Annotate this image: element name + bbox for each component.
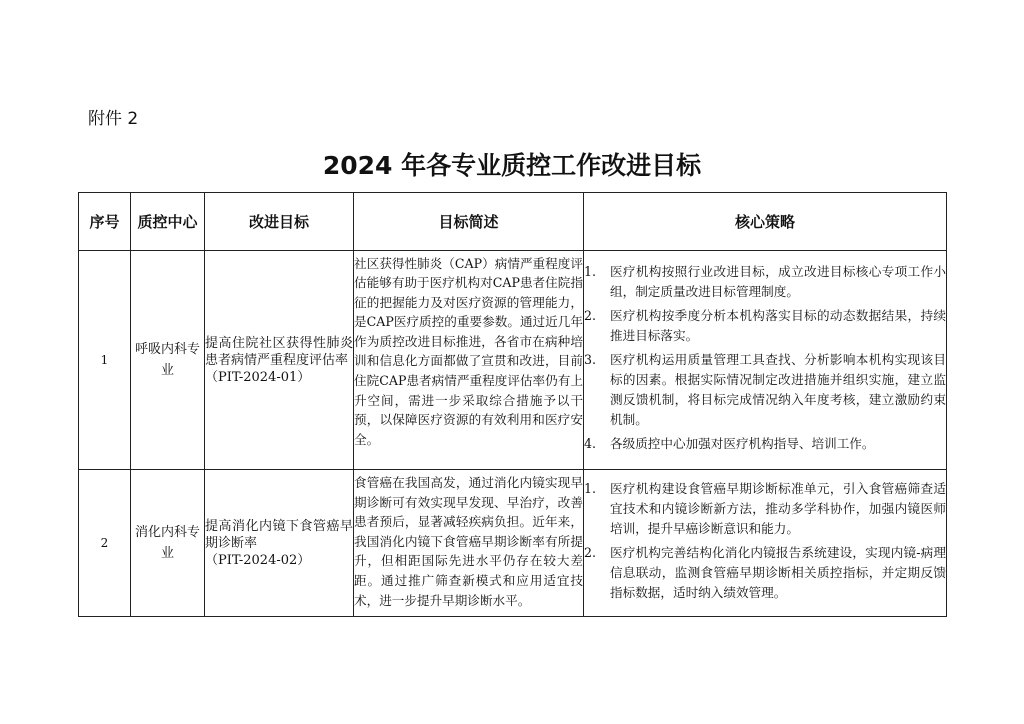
- strategy-number: 1.: [584, 481, 597, 496]
- strategy-number: 2.: [584, 545, 597, 560]
- quality-goals-table: [78, 192, 947, 617]
- row-goal: [205, 251, 354, 470]
- column-header-center: 质控中心: [131, 193, 205, 251]
- row-center: 呼吸内科专业: [131, 251, 205, 470]
- strategy-item: [584, 350, 946, 430]
- strategy-number: 3.: [584, 352, 597, 367]
- goal-code: （PIT-2024-01）: [205, 369, 311, 385]
- row-brief: [354, 470, 584, 617]
- strategy-list: [584, 262, 946, 454]
- row-strategy: [584, 470, 947, 617]
- table-row: [79, 470, 947, 617]
- strategy-number: 2.: [584, 308, 597, 323]
- column-header-goal: 改进目标: [205, 193, 354, 251]
- strategy-item: [584, 434, 946, 454]
- goal-code: （PIT-2024-02）: [205, 552, 311, 568]
- brief-text: 社区获得性肺炎（CAP）病情严重程度评估能够有助于医疗机构对CAP患者住院指征的把握能力及对医疗资源的管理能力，是CAP医疗质控的重要参数。通过近几年作为质控改进目标推进，各省市在病种培训和信息化方面都做了宣贯和改进，目前住院CAP患者病情严重程度评估率仍有上升空间，需进一步采取综合措施予以干预，以保障医疗资源的有效利用和医疗安全。: [354, 255, 583, 447]
- row-strategy: [584, 251, 947, 470]
- row-seq: 2: [79, 470, 131, 617]
- goal-text: 提高消化内镜下食管癌早期诊断率: [205, 518, 353, 551]
- strategy-item: [584, 262, 946, 302]
- row-seq: 1: [79, 251, 131, 470]
- goal-text: 提高住院社区获得性肺炎患者病情严重程度评估率: [205, 335, 353, 368]
- attachment-label: 附件 2: [88, 109, 139, 129]
- column-header-strategy: 核心策略: [584, 193, 947, 251]
- strategy-text: 医疗机构完善结构化消化内镜报告系统建设，实现内镜-病理信息联动，监测食管癌早期诊断相关质控指标，并定期反馈指标数据，适时纳入绩效管理。: [610, 545, 946, 600]
- strategy-list: [584, 479, 946, 603]
- row-center: 消化内科专业: [131, 470, 205, 617]
- strategy-text: 医疗机构建设食管癌早期诊断标准单元，引入食管癌筛查适宜技术和内镜诊断新方法，推动多学科协作，加强内镜医师培训，提升早癌诊断意识和能力。: [610, 481, 946, 536]
- column-header-brief: 目标简述: [354, 193, 584, 251]
- column-header-seq: 序号: [79, 193, 131, 251]
- table-header-row: [79, 193, 947, 251]
- brief-text: 食管癌在我国高发，通过消化内镜实现早期诊断可有效实现早发现、早治疗，改善患者预后，显著减轻疾病负担。近年来，我国消化内镜下食管癌早期诊断率有所提升，但相距国际先进水平仍存在较大差距。通过推广筛查新模式和应用适宜技术，进一步提升早期诊断水平。: [354, 475, 583, 608]
- strategy-text: 各级质控中心加强对医疗机构指导、培训工作。: [610, 436, 875, 451]
- strategy-text: 医疗机构按照行业改进目标，成立改进目标核心专项工作小组，制定质量改进目标管理制度。: [610, 264, 946, 299]
- strategy-number: 4.: [584, 436, 597, 451]
- strategy-item: [584, 479, 946, 539]
- strategy-number: 1.: [584, 264, 597, 279]
- strategy-text: 医疗机构运用质量管理工具查找、分析影响本机构实现该目标的因素。根据实际情况制定改进措施并组织实施，建立监测反馈机制，将目标完成情况纳入年度考核，建立激励约束机制。: [610, 352, 946, 427]
- strategy-item: [584, 543, 946, 603]
- table-row: [79, 251, 947, 470]
- row-brief: [354, 251, 584, 470]
- row-goal: [205, 470, 354, 617]
- strategy-item: [584, 306, 946, 346]
- document-title: 2024 年各专业质控工作改进目标: [322, 151, 702, 180]
- strategy-text: 医疗机构按季度分析本机构落实目标的动态数据结果，持续推进目标落实。: [610, 308, 946, 343]
